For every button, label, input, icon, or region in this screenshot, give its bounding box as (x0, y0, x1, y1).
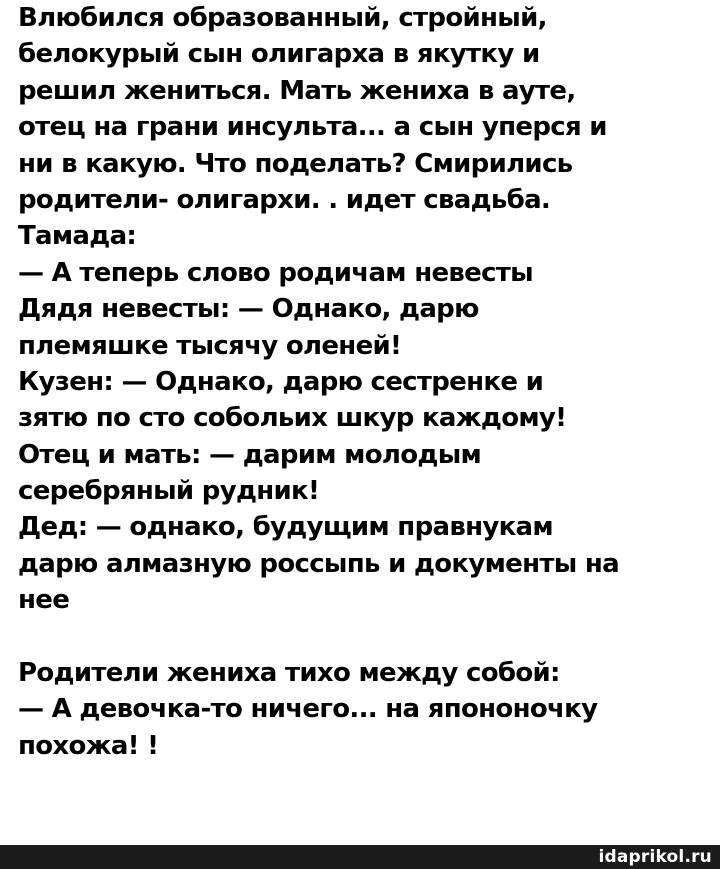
story-text (18, 0, 708, 764)
story-line: нее (18, 585, 70, 616)
story-line: Влюбился образованный, стройный, (18, 3, 547, 33)
site-watermark: idaprikol.ru (598, 847, 712, 867)
story-line: решил жениться. Мать жениха в ауте, (18, 75, 576, 106)
story-line: серебряный рудник! (18, 476, 320, 507)
story-line: племяшке тысячу оленей! (18, 330, 402, 361)
story-line: дарю алмазную россыпь и документы на (18, 548, 619, 579)
story-line: зятю по сто собольих шкур каждому! (18, 403, 567, 434)
story-line: ни в какую. Что поделать? Смирились (18, 148, 573, 179)
story-line: родители- олигархи. . идет свадьба. (18, 184, 551, 215)
story-line: Кузен: — Однако, дарю сестренке и (18, 366, 544, 397)
story-line: — А девочка-то ничего... на япононочку (18, 694, 598, 725)
story-line: — А теперь слово родичам невесты (18, 257, 533, 288)
story-line: белокурый сын олигарха в якутку и (18, 39, 540, 70)
story-line: Дед: — однако, будущим правнукам (18, 512, 553, 543)
story-blank-line (18, 619, 708, 655)
story-line: Родители жениха тихо между собой: (18, 658, 560, 689)
story-line: Тамада: (18, 221, 137, 252)
story-line: отец на грани инсульта... а сын уперся и (18, 112, 607, 143)
footer-bar (0, 845, 720, 869)
story-line: похожа! ! (18, 730, 159, 761)
story-line: Отец и мать: — дарим молодым (18, 439, 482, 470)
story-line: Дядя невесты: — Однако, дарю (18, 294, 479, 325)
